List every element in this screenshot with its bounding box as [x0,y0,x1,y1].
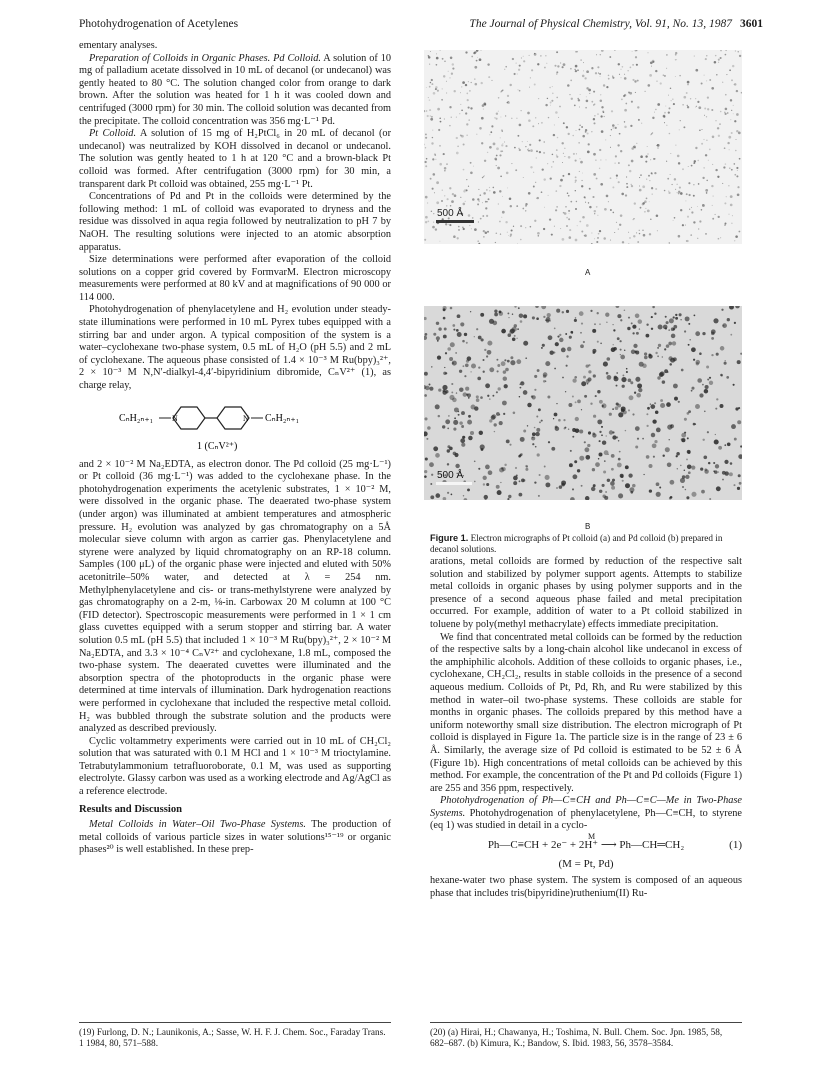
paragraph [79,128,391,191]
caption-text: Electron micrographs of Pt colloid (a) and Pd colloid (b) prepared in decanol solutions. [430,533,723,554]
panel-label-b: B [585,522,591,531]
equation-text: Ph—C≡CH + 2e⁻ + 2H⁺ ⟶ Ph—CH═CH₂ [487,839,685,852]
paragraph: Cyclic voltammetry experiments were carried out in 10 mL of CH₂Cl₂ solution that was saturated with 0.1 M HCl and 1 × 10⁻³ M trioctylamine. Tetrabutylammonium tetrafluoroborate, 0.1 M, was used as supporting electrolyte. Glassy carbon was used as a working electrode and Ag/AgCl as a reference electrode. [79,735,391,798]
paragraph [79,53,391,129]
panel-label-a: A [585,268,591,277]
footnote-19: (19) Furlong, D. N.; Launikonis, A.; Sasse, W. H. F. J. Chem. Soc., Faraday Trans. 1 1984, 80, 571–588. [79,1028,386,1050]
left-column [79,40,391,857]
paragraph: Size determinations were performed after evaporation of the colloid solutions on a copper grid covered by FormvarM. Electron microscopy measurements were performed at 80 kV and at magnifications of 90 000 or 114 000. [79,254,391,303]
paragraph [79,819,391,857]
paragraph: hexane-water two phase system. The system is composed of an aqueous phase that includes tris(bipyridine)ruthenium(II) Ru- [430,875,742,899]
alkyl-right: CₙH₂ₙ₊₁ [265,412,300,424]
paragraph-text: The production of metal colloids of various particle sizes in water solutions¹⁵⁻¹⁹ or organic phases²⁰ is well established. In these prep- [79,819,392,856]
footnote-rule [430,1022,742,1023]
paragraph: and 2 × 10⁻² M Na₂EDTA, as electron donor. The Pd colloid (25 mg·L⁻¹) or Pt colloid (36 mg·L⁻¹) was added to the cyclohexane phase. In the photohydrogenation experiments the acetylenic substrates, 1 × 10⁻² M, were dissolved in the organic phase. The deaerated two-phase system (under argon) was illuminated at ambient temperatures and atmospheric pressure. H₂ evolution was analyzed by gas chromatography on a 5Å molecular sieve column with argon as carrier gas. Phenylacetylene and styrene were analyzed by liquid chromatography on an RP-18 column. Samples (100 μL) of the organic phase were injected and eluted with 50% acetonitrile–50% water, and detected at λ = 254 nm. Methylphenylacetylene and cis- or trans-methylstyrene were analyzed by gas chromatography on a 2-m, ⅛-in. Carbowax 20 M column at 100 °C (FID detector). Spectroscopic measurements were performed in 1 × 1 cm glass cuvettes equipped with a serum stopper and stirring bar. A water solution 0.5 mL (pH 5.5) that included 1 × 10⁻³ M Ru(bpy)₃²⁺, 2 × 10⁻² M Na₂EDTA, and 3.3 × 10⁻⁴ CₙV²⁺ and cyclohexane, 1.8 mL, composed the two-phase system. The deaerated cuvettes were illuminated and the absorption spectra of the photoproducts in the organic phase were determined at time intervals of illumination. Dark hydrogenation reactions were performed in cyclohexane that included the respective metal colloid. H₂ was bubbled through the substrate solution and the products were analyzed as described previously. [79,458,391,735]
section-heading: Photohydrogenation of Ph—C≡CH and Ph—C≡C—Me in Two-Phase Systems. [430,795,742,819]
chemical-structure [79,397,391,457]
bipyridinium-structure [119,397,359,457]
running-head: Photohydrogenation of Acetylenes [79,18,239,30]
micrograph-b [424,306,742,500]
paragraph [430,795,742,833]
section-heading: Pt Colloid. [89,128,137,140]
caption-label: Figure 1. [430,533,469,543]
results-heading: Results and Discussion [79,803,183,815]
svg-text:N: N [243,413,249,423]
equation-catalyst: M [588,832,596,842]
section-heading: Preparation of Colloids in Organic Phases. Pd Colloid. [89,52,321,64]
paragraph: We find that concentrated metal colloids can be formed by the reduction of the respective salts by a long-chain alcohol like undecanol in excess of the amphiphilic alcohols. Addition of these colloids to organic phases, i.e., cyclohexane, CH₂Cl₂, results in stable colloids in the presence of a second aqueous medium. Colloids of Pt, Pd, Rh, and Ru were stabilized by this method in water–oil two-phase systems. These colloids are stable for months in organic phases. The colloids prepared by this method have a uniform noteworthy small size distribution. The electron micrograph of Pt colloid is displayed in Figure 1a. The particle size is in the range of 23 ± 6 Å. Similarly, the average size of Pd colloid is estimated to be 52 ± 6 Å (Figure 1b). High concentrations of metal colloids can be achieved by this method. For example, the concentration of the Pt and Pd colloids (Figure 1) are 255 and 356 ppm, respectively. [430,631,742,794]
journal-citation [469,18,763,30]
paragraph: Concentrations of Pd and Pt in the colloids were determined by the following method: 1 mL of colloid was evaporated to dryness and the residue was dissolved in aqua regia followed by neutralization to pH 7 by NaOH. The resulting solutions were injected to an atomic absorption apparatus. [79,191,391,253]
paragraph: Photohydrogenation of phenylacetylene and H₂ evolution under steady-state illuminations were performed in 10 mL Pyrex tubes equipped with a stirring bar and under argon. A typical composition of the system is a water–cyclohexane two-phase system, 0.5 mL of H₂O (pH 5.5) and 2 mL of cyclohexane. The aqueous phase consisted of 1.4 × 10⁻³ M Ru(bpy)₃²⁺, 2 × 10⁻³ M N,N′-dialkyl-4,4′-bipyridinium dibromide, CₙV²⁺ (1), as charge relay, [79,304,391,392]
equation-number: (1) [729,839,742,852]
figure-caption [430,533,742,555]
alkyl-left: CₙH₂ₙ₊₁ [119,412,154,424]
journal-name: The Journal of Physical Chemistry, Vol. 91, No. 13, 1987 [469,18,732,30]
scale-bar-a: 500 Å [437,208,464,219]
paragraph: ementary analyses. [79,40,158,51]
svg-text:N: N [172,413,178,423]
paragraph-text: A solution of 10 mg of palladium acetate dissolved in 10 mL of decanol (or undecanol) was gently heated to 80 °C. The solution changed color from orange to dark brown. After the solution was heated for 1 h it was cooled down and centrifuged (3000 rpm) for 30 min. The colloid solution was decanted from the precipitate. The colloid concentration was 356 mg·L⁻¹ Pd. [79,52,391,127]
footnote-rule [79,1022,391,1023]
page-number: 3601 [740,18,763,30]
scale-bar-b: 500 Å [437,470,464,481]
footnote-20: (20) (a) Hirai, H.; Chawanya, H.; Toshima, N. Bull. Chem. Soc. Jpn. 1985, 58, 682–687. (b) Kimura, K.; Bandow, S. Ibid. 1983, 56, 3578–3584. [430,1028,723,1050]
section-heading: Metal Colloids in Water–Oil Two-Phase Systems. [89,819,306,831]
right-column [430,556,742,900]
equation-note: (M = Pt, Pd) [558,857,614,870]
paragraph-text: Photohydrogenation of phenylacetylene, Ph—C≡CH, to styrene (eq 1) was studied in detail in a cyclo- [430,807,742,832]
micrograph-a [424,50,742,244]
structure-label: 1 (CₙV²⁺) [197,440,238,452]
paragraph: arations, metal colloids are formed by reduction of the respective salt solution and stabilized by polymer support agents. Attempts to stabilize metal colloids in organic phases by using polymer supports and in the presence of a second aqueous phase failed and metal precipitation occurred. For example, addition of water to a Pt colloid stabilized in toluene by poly(methyl methacrylate) effects immediate precipitation. [430,556,742,630]
paragraph-text: A solution of 15 mg of H₂PtCl₆ in 20 mL of decanol (or undecanol) was neutralized by KOH dissolved in decanol or undecanol. The solution was gently heated to 1 h at 120 °C and a brown-black Pt colloid was formed. After centrifugation (3000 rpm) for 30 min, a transparent dark Pt colloid was obtained, 255 mg·L⁻¹ Pt. [79,128,391,190]
equation-1 [430,832,742,852]
